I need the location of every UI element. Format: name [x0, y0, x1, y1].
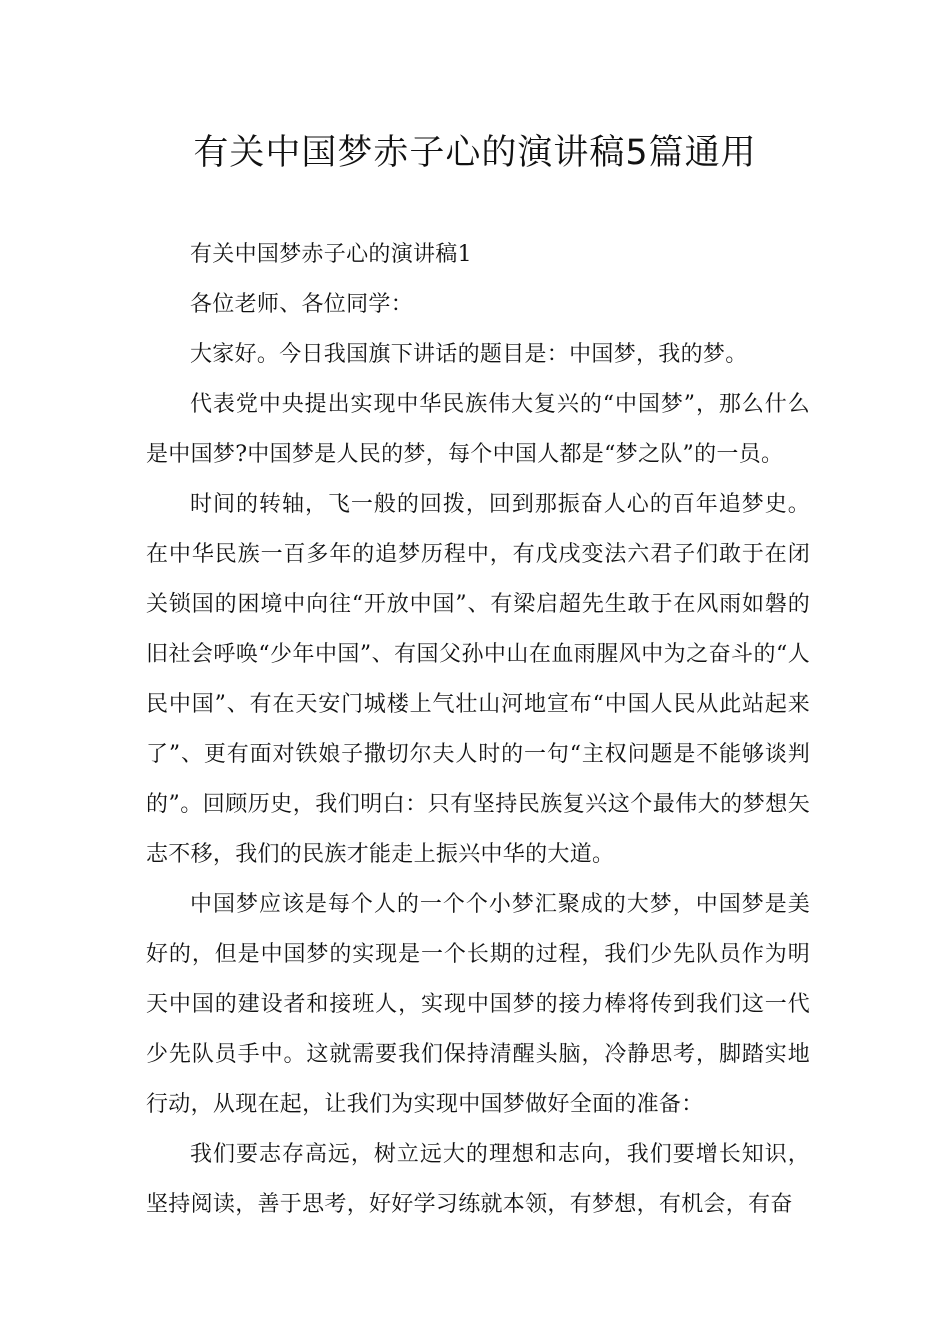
body-paragraph: 中国梦应该是每个人的一个个小梦汇聚成的大梦，中国梦是美好的，但是中国梦的实现是一个长期的过程，我们少先队员作为明天中国的建设者和接班人，实现中国梦的接力棒将传到我们这一代少先队员手中。这就需要我们保持清醒头脑，冷静思考，脚踏实地行动，从现在起，让我们为实现中国梦做好全面的准备： [146, 892, 810, 1117]
section-heading: 有关中国梦赤子心的演讲稿1 [190, 242, 472, 267]
body-paragraph: 代表党中央提出实现中华民族伟大复兴的“中国梦”，那么什么是中国梦?中国梦是人民的梦，每个中国人都是“梦之队”的一员。 [146, 392, 810, 467]
document-title: 有关中国梦赤子心的演讲稿5篇通用 [193, 133, 757, 173]
body-paragraph: 我们要志存高远，树立远大的理想和志向，我们要增长知识，坚持阅读，善于思考，好好学习练就本领，有梦想，有机会，有奋 [146, 1142, 810, 1217]
body-paragraph: 时间的转轴，飞一般的回拨，回到那振奋人心的百年追梦史。在中华民族一百多年的追梦历程中，有戊戌变法六君子们敢于在闭关锁国的困境中向往“开放中国”、有梁启超先生敢于在风雨如磐的旧社会呼唤“少年中国”、有国父孙中山在血雨腥风中为之奋斗的“人民中国”、有在天安门城楼上气壮山河地宣布“中国人民从此站起来了”、更有面对铁娘子撒切尔夫人时的一句“主权问题是不能够谈判的”。回顾历史，我们明白：只有坚持民族复兴这个最伟大的梦想矢志不移，我们的民族才能走上振兴中华的大道。 [146, 492, 810, 867]
body-paragraph: 大家好。今日我国旗下讲话的题目是：中国梦，我的梦。 [190, 342, 748, 367]
document-body [146, 230, 810, 1230]
salutation: 各位老师、各位同学： [190, 292, 414, 317]
